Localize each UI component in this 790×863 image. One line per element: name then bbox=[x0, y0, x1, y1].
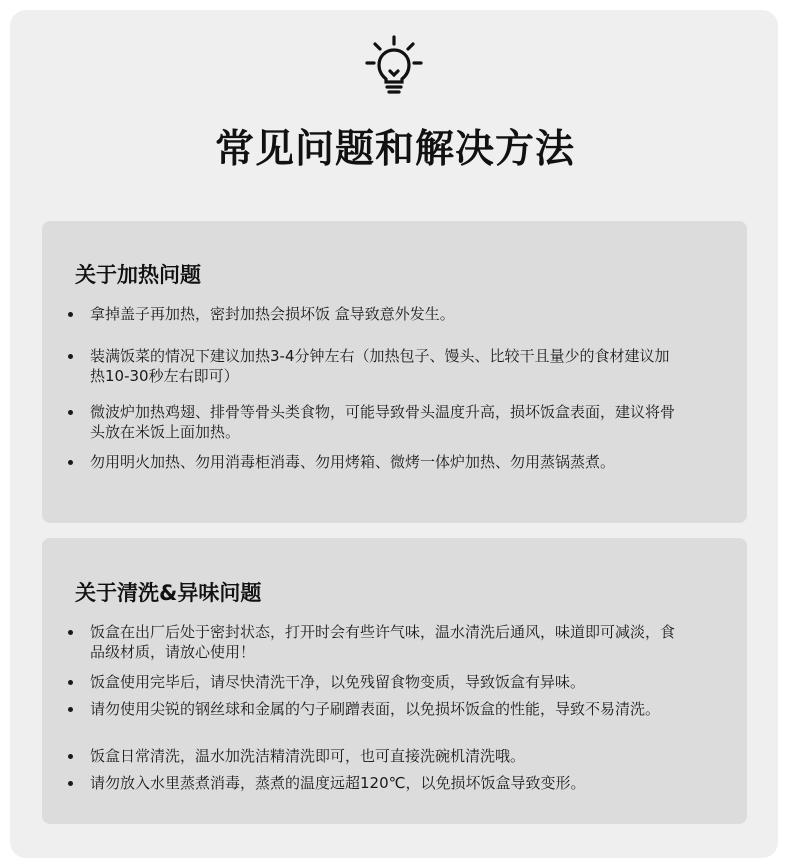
list-item: 饭盒日常清洗，温水加洗洁精清洗即可，也可直接洗碗机清洗哦。 bbox=[90, 746, 680, 766]
section-title: 关于加热问题 bbox=[75, 263, 201, 287]
list-item: 饭盒使用完毕后，请尽快清洗干净，以免残留食物变质，导致饭盒有异味。 bbox=[90, 672, 680, 692]
page-title: 常见问题和解决方法 bbox=[214, 127, 575, 172]
section-title: 关于清洗&异味问题 bbox=[75, 581, 262, 605]
list-item: 勿用明火加热、勿用消毒柜消毒、勿用烤箱、微烤一体炉加热、勿用蒸锅蒸煮。 bbox=[90, 452, 680, 472]
list-item: 装满饭菜的情况下建议加热3-4分钟左右（加热包子、馒头、比较干且量少的食材建议加热10-30秒左右即可） bbox=[90, 346, 680, 386]
list-item: 饭盒在出厂后处于密封状态，打开时会有些许气味，温水清洗后通风，味道即可减淡，食品级材质，请放心使用！ bbox=[90, 622, 680, 662]
lightbulb-icon bbox=[364, 35, 424, 97]
list-item: 请勿放入水里蒸煮消毒，蒸煮的温度远超120℃，以免损坏饭盒导致变形。 bbox=[90, 773, 680, 793]
list-item: 拿掉盖子再加热，密封加热会损坏饭 盒导致意外发生。 bbox=[90, 304, 680, 324]
list-item: 请勿使用尖锐的钢丝球和金属的勺子刷蹭表面，以免损坏饭盒的性能，导致不易清洗。 bbox=[90, 699, 680, 719]
list-item: 微波炉加热鸡翅、排骨等骨头类食物，可能导致骨头温度升高，损坏饭盒表面，建议将骨头放在米饭上面加热。 bbox=[90, 402, 680, 442]
